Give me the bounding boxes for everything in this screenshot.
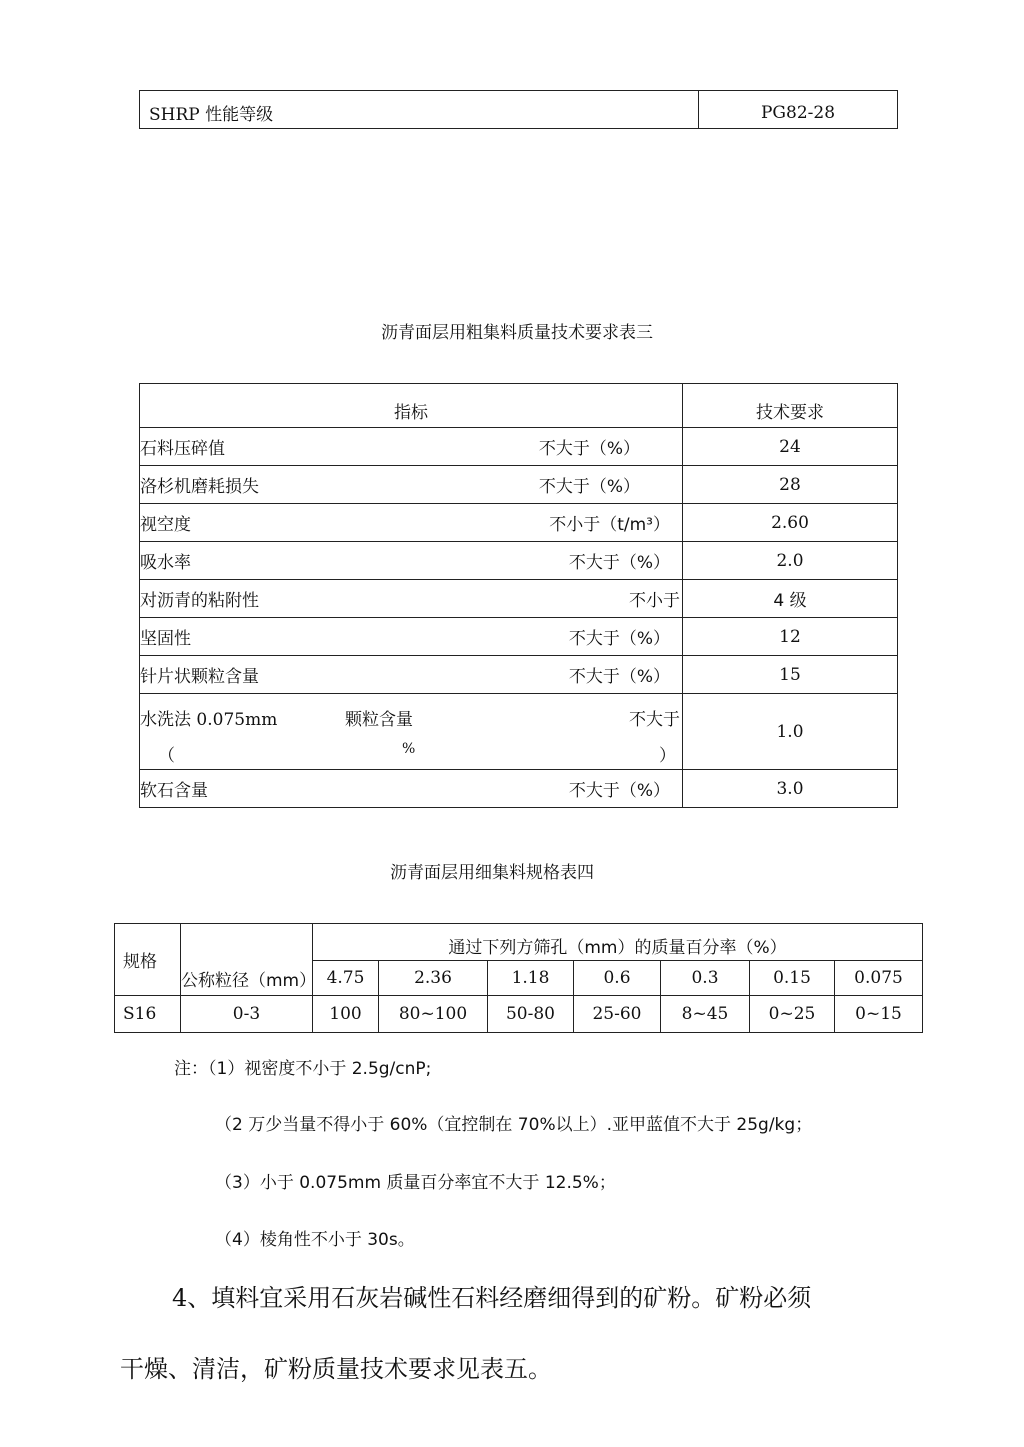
wash-percent: %: [402, 741, 416, 757]
row-condition: 不小于: [629, 591, 680, 611]
note-2: （2 万少当量不得小于 60%（宜控制在 70%以上）.亚甲蓝值不大于 25g/kg；: [215, 1115, 813, 1135]
sieve-size: 0.075: [835, 961, 923, 996]
grade-value: PG82-28: [699, 91, 898, 129]
row-value: 2.0: [683, 542, 898, 580]
pass-value: 0~15: [835, 996, 923, 1033]
wash-particle-label: 颗粒含量: [345, 710, 413, 730]
paragraph-line-1: 4、填料宜采用石灰岩碱性石料经磨细得到的矿粉。矿粉必须: [172, 1284, 812, 1312]
row-name: 坚固性: [140, 629, 191, 649]
row-value: 24: [683, 428, 898, 466]
row-condition: 不大于（%）: [538, 477, 640, 497]
fine-aggregate-table: [114, 923, 923, 1033]
header-index: 指标: [140, 384, 683, 428]
pass-value: 25-60: [574, 996, 661, 1033]
pass-value: 50-80: [488, 996, 574, 1033]
row-name: 石料压碎值: [140, 439, 225, 459]
wash-open-paren: （: [158, 746, 175, 766]
note-1: 注：（1）视密度不小于 2.5g/cnP;: [174, 1059, 432, 1079]
table-row: [140, 504, 898, 542]
row-name: 软石含量: [140, 781, 208, 801]
table-row: [115, 996, 923, 1033]
pass-value: 8~45: [661, 996, 750, 1033]
row-name: 视空度: [140, 515, 191, 535]
grade-table: [139, 90, 898, 129]
row-name: 吸水率: [140, 553, 191, 573]
row-name: 对沥青的粘附性: [140, 591, 259, 611]
wash-label: 水洗法 0.075mm: [140, 710, 278, 730]
table-row: [140, 580, 898, 618]
header-nominal-size: 公称粒径（mm）: [181, 924, 313, 996]
pass-value: 0~25: [750, 996, 835, 1033]
pass-value: 80~100: [379, 996, 488, 1033]
sieve-size: 0.6: [574, 961, 661, 996]
row-condition: 不大于（%）: [568, 553, 670, 573]
pass-value: 100: [313, 996, 379, 1033]
table3-caption: 沥青面层用粗集料质量技术要求表三: [381, 323, 653, 343]
row-value: 15: [683, 656, 898, 694]
note-3: （3）小于 0.075mm 质量百分率宜不大于 12.5%；: [215, 1173, 616, 1193]
row-name: 针片状颗粒含量: [140, 667, 259, 687]
row-value: 4 级: [683, 580, 898, 618]
coarse-aggregate-table: [139, 383, 898, 808]
header-passing: 通过下列方筛孔（mm）的质量百分率（%）: [313, 924, 923, 961]
paragraph-line-2: 干燥、清洁，矿粉质量技术要求见表五。: [120, 1355, 552, 1383]
table-row: [140, 428, 898, 466]
spec-value: S16: [115, 996, 181, 1033]
sieve-size: 1.18: [488, 961, 574, 996]
table-row: [140, 542, 898, 580]
row-condition: 不大于（%）: [568, 781, 670, 801]
wash-close-paren: ）: [659, 746, 676, 766]
row-value: 1.0: [683, 694, 898, 770]
header-requirement: 技术要求: [683, 384, 898, 428]
sieve-size: 4.75: [313, 961, 379, 996]
row-condition: 不大于（%）: [568, 629, 670, 649]
row-value: 12: [683, 618, 898, 656]
row-condition: 不大于（%）: [568, 667, 670, 687]
grade-label: SHRP 性能等级: [140, 91, 699, 129]
row-value: 28: [683, 466, 898, 504]
row-value: 2.60: [683, 504, 898, 542]
wash-condition: 不大于: [629, 710, 680, 730]
row-condition: 不小于（t/m³）: [549, 515, 670, 535]
size-value: 0-3: [181, 996, 313, 1033]
header-spec: 规格: [115, 924, 181, 996]
table-row-wash: [140, 694, 898, 770]
table-row: [140, 656, 898, 694]
row-name: 洛杉机磨耗损失: [140, 477, 259, 497]
row-condition: 不大于（%）: [538, 439, 640, 459]
table-row: [140, 770, 898, 808]
sieve-size: 2.36: [379, 961, 488, 996]
note-4: （4）棱角性不小于 30s。: [215, 1230, 415, 1250]
table4-caption: 沥青面层用细集料规格表四: [390, 863, 594, 883]
table-row: [140, 618, 898, 656]
sieve-size: 0.15: [750, 961, 835, 996]
sieve-size: 0.3: [661, 961, 750, 996]
table-row: [140, 466, 898, 504]
row-value: 3.0: [683, 770, 898, 808]
